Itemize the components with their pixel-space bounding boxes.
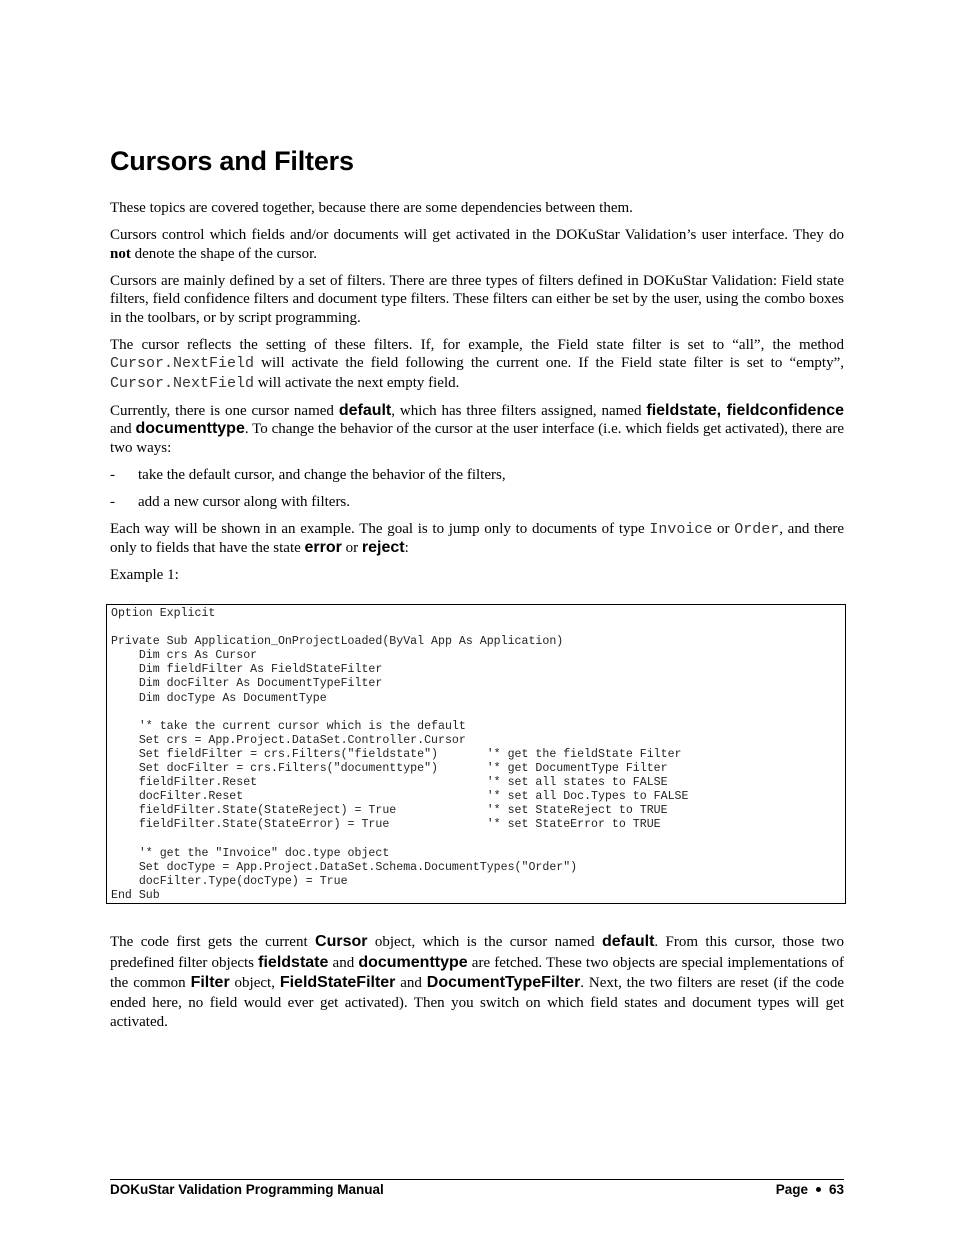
text-span: , which has three filters assigned, named <box>391 402 647 419</box>
footer-divider <box>110 1179 844 1180</box>
list-dash: - <box>110 466 115 483</box>
paragraph-code-explanation <box>110 932 844 1033</box>
page-number: 63 <box>828 1182 844 1197</box>
code-line: Dim docFilter As DocumentTypeFilter <box>111 677 383 691</box>
body-text <box>110 199 844 593</box>
code-line: fieldFilter.State(StateReject) = True '* set StateReject to TRUE <box>111 804 668 818</box>
inline-code: Cursor.NextField <box>110 355 255 372</box>
text-span: Currently, there is one cursor named <box>110 402 339 419</box>
example-label: Example 1: <box>110 567 179 583</box>
page-footer <box>110 1182 844 1197</box>
text-span: : <box>404 540 409 556</box>
document-page <box>110 0 844 1235</box>
text-span: object, <box>229 975 280 991</box>
code-line <box>111 706 841 720</box>
text-span: will activate the field following the current one. If the Field state filter is set to “empty”, <box>254 355 844 371</box>
code-line: Set crs = App.Project.DataSet.Controller.Cursor <box>111 733 466 747</box>
text-span: or <box>341 540 362 556</box>
paragraph-current-cursor <box>110 402 844 458</box>
term-documenttypefilter: DocumentTypeFilter <box>426 974 581 991</box>
text-span: and <box>328 954 359 971</box>
code-block <box>106 604 846 904</box>
list-dash: - <box>110 493 115 510</box>
list-item-text: take the default cursor, and change the behavior of the filters, <box>138 466 506 483</box>
code-line: Set fieldFilter = crs.Filters("fieldstate") '* get the fieldState Filter <box>111 747 682 761</box>
paragraph-intro: These topics are covered together, because there are some dependencies between them. <box>110 200 633 216</box>
paragraph-cursors-control <box>110 226 844 263</box>
text-span: or <box>712 520 735 537</box>
text-span: . From this cursor, those two predefined filter objects <box>110 934 845 971</box>
code-line: fieldFilter.Reset '* set all states to FALSE <box>111 776 668 790</box>
code-line: '* take the current cursor which is the default <box>111 719 466 733</box>
emphasis-not: not <box>110 245 131 262</box>
term-fieldstate: fieldstate <box>258 953 329 971</box>
paragraph-cursor-reflects <box>110 336 844 394</box>
code-line: docFilter.Type(docType) = True <box>111 874 348 888</box>
text-span: The code first gets the current <box>110 934 316 950</box>
paragraph-example-goal <box>110 520 844 558</box>
footer-title: DOKuStar Validation Programming Manual <box>110 1182 384 1197</box>
code-line: Private Sub Application_OnProjectLoaded(ByVal App As Application) <box>111 635 564 649</box>
text-span: . Next, the two filters are reset (if the code ended here, no field would ever get activated). Then you switch on which field states and document types will get activated. <box>110 975 844 1030</box>
paragraph-filters: Cursors are mainly defined by a set of filters. There are three types of filters defined in DOKuStar Validation: Field state filters, field confidence filters and document type filters. These filters can either be set by the user, using the combo boxes in the toolbars, or by script programming. <box>110 272 844 326</box>
code-line: End Sub <box>111 888 160 902</box>
term-documenttype: documenttype <box>358 953 468 971</box>
code-line: Option Explicit <box>111 607 216 620</box>
text-span: object, which is the cursor named <box>367 934 602 950</box>
text-span: Cursors control which fields and/or documents will get activated in the DOKuStar Validation’s user interface. They do <box>110 227 844 243</box>
code-line: Dim docType As DocumentType <box>111 691 327 705</box>
code-line: fieldFilter.State(StateError) = True '* set StateError to TRUE <box>111 818 661 832</box>
list-item <box>110 493 844 512</box>
code-line: '* get the "Invoice" doc.type object <box>111 846 390 860</box>
term-reject: reject <box>361 539 405 556</box>
code-line: Set docFilter = crs.Filters("documenttype") '* get DocumentType Filter <box>111 762 668 776</box>
text-span: and <box>395 975 427 991</box>
term-documenttype: documenttype <box>135 420 245 437</box>
term-default: default <box>338 401 392 419</box>
footer-page <box>776 1182 844 1197</box>
text-span: . To change the behavior of the cursor at the user interface (i.e. which fields get activated), there are two ways: <box>110 421 844 456</box>
inline-code: Cursor.NextField <box>110 374 255 392</box>
term-default: default <box>601 933 655 950</box>
list-item-text: add a new cursor along with filters. <box>138 493 351 510</box>
text-span: , and there only to fields that have the state <box>110 520 845 556</box>
code-line: Dim fieldFilter As FieldStateFilter <box>111 663 383 677</box>
text-span: and <box>110 421 136 437</box>
code-line: Set docType = App.Project.DataSet.Schema.DocumentTypes("Order") <box>111 860 578 874</box>
code-line: Dim crs As Cursor <box>111 649 258 663</box>
term-fieldstatefilter: FieldStateFilter <box>279 974 396 991</box>
term-error: error <box>304 539 342 556</box>
list-item <box>110 466 844 485</box>
term-filter: Filter <box>190 974 230 991</box>
code-line <box>111 621 841 635</box>
text-span: are fetched. These two objects are special implementations of the common <box>110 954 844 991</box>
page-label: Page <box>775 1182 808 1197</box>
term-filters: fieldstate, fieldconfidence <box>646 401 845 419</box>
text-span: denote the shape of the cursor. <box>130 245 318 262</box>
text-span: The cursor reflects the setting of these filters. If, for example, the Field state filter is set to “all”, the method <box>110 336 844 353</box>
inline-code: Order <box>734 520 780 538</box>
term-cursor: Cursor <box>315 933 368 950</box>
code-line <box>111 833 841 847</box>
code-line: docFilter.Reset '* set all Doc.Types to FALSE <box>111 790 689 804</box>
text-span: Each way will be shown in an example. The goal is to jump only to documents of type <box>110 520 650 537</box>
inline-code: Invoice <box>649 520 713 538</box>
text-span: will activate the next empty field. <box>254 374 460 391</box>
bullet-icon <box>816 1187 821 1192</box>
page-title: Cursors and Filters <box>110 146 354 176</box>
